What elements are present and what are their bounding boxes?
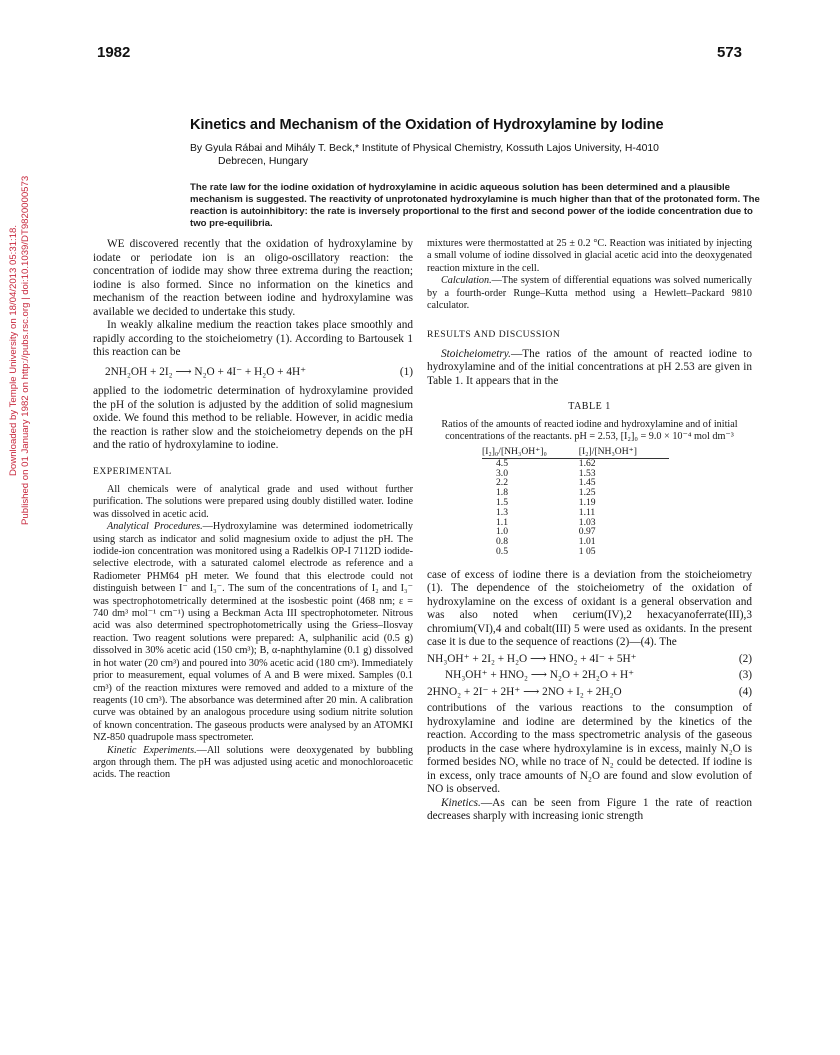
column-header: [I₂]₀/[NH₃OH⁺]₀ [482, 447, 579, 458]
body-paragraph: In weakly alkaline medium the reaction takes place smoothly and rapidly according to the stoicheiometry (1). According to Bartousek 1 this reaction can be [93, 319, 413, 358]
run-in-heading: Analytical Procedures. [107, 521, 203, 533]
equation-number: (1) [399, 365, 413, 378]
abstract: The rate law for the iodine oxidation of hydroxylamine in acidic aqueous solution has been determined and a plausible mechanism is suggested. The reactivity of unprotonated hydroxylamine is much higher than that of the protonated form. The reaction is autoinhibitory: the rate is inversely proportional to the first and second power of the iodide concentration due to two pre-equilibria. [190, 182, 760, 229]
run-in-heading: Kinetic Experiments. [107, 744, 197, 756]
kinetic-experiments-paragraph [93, 745, 413, 782]
table-cell: 2.2 [496, 477, 508, 489]
table-cell: 0.8 [496, 536, 508, 548]
body-paragraph: mixtures were thermostatted at 25 ± 0.2 °C. Reaction was initiated by injecting a small volume of iodine dissolved in glacial acetic acid into the deoxygenated reaction mixture in the cell. [427, 238, 752, 274]
body-paragraph: applied to the iodometric determination of hydroxylamine provided the pH of the solution is adjusted by the addition of solid magnesium oxide. We found this method to be reliable. However, in acidic media the reaction is rather slow and the stoicheiometry depends on the pH and the ratio of hydroxylamine to iodine. [93, 385, 413, 451]
table-header-row [482, 447, 669, 458]
affiliation-line: Debrecen, Hungary [218, 156, 309, 167]
run-in-heading: Calculation. [441, 275, 492, 287]
body-paragraph: case of excess of iodine there is a deviation from the stoicheiometry (1). The dependence of the stoicheiometry of the oxidation of hydroxylamine on the excess of oxidant is a general observation and was also noted when cerium(IV),2 hexacyanoferrate(III),3 chromium(VI),4 and cobalt(III) 5 were used as oxidants. In the present case it is due to the sequence of reactions (2)—(4). The [427, 568, 752, 649]
run-in-heading: Stoicheiometry. [441, 347, 511, 360]
table-caption: Ratios of the amounts of reacted iodine and hydroxylamine and of initial concentrations of the reactants. pH = 2.53, [I₂]₀ = 9.0 × 10⁻⁴ mol dm⁻³ [441, 418, 738, 442]
table-cell: 0.97 [578, 526, 596, 538]
analytical-procedures-paragraph [93, 521, 413, 744]
equation-text: 2HNO₂ + 2I⁻ + 2H⁺ ⟶ 2NO + I₂ + 2H₂O [427, 685, 622, 698]
right-column [427, 238, 752, 824]
section-heading-results: RESULTS AND DISCUSSION [427, 329, 561, 341]
download-watermark[interactable] [8, 70, 32, 630]
table-row [482, 547, 669, 557]
table-row [482, 527, 669, 537]
page-number: 573 [717, 44, 743, 61]
table-cell: 1.03 [578, 516, 596, 528]
download-notice: Downloaded by Temple University on 18/04/2013 05:31:18. [8, 224, 19, 476]
table-cell: 3.0 [496, 467, 508, 479]
kinetics-paragraph [427, 797, 752, 824]
publication-notice: Published on 01 January 1982 on http://pubs.rsc.org | doi:10.1039/DT9820000573 [20, 175, 31, 525]
table-cell: 1.11 [578, 506, 596, 518]
table-cell: 1.01 [578, 536, 596, 548]
table-row [482, 469, 669, 479]
table-label: TABLE 1 [568, 401, 611, 413]
intro-paragraph: WE discovered recently that the oxidation of hydroxylamine by iodate or periodate ion is an oligo-oscillatory reaction: the concentration of iodide may show three extrema during the reaction; iodine is also formed. Since no information on the kinetics and mechanism of the reaction between iodine and hydroxylamine was available we decided to undertake this study. [93, 238, 413, 318]
table-cell: 1.8 [496, 487, 508, 499]
run-in-heading: Kinetics. [441, 796, 481, 809]
table-cell: 1.0 [496, 526, 508, 538]
equation-text: NH₃OH⁺ + 2I₂ + H₂O ⟶ HNO₂ + 4I⁻ + 5H⁺ [427, 652, 637, 665]
table-cell: 1.5 [496, 496, 508, 508]
table-cell: 1.53 [578, 467, 596, 479]
table-row [482, 498, 669, 508]
data-table [482, 447, 669, 557]
table-cell: 1.62 [578, 457, 596, 469]
table-cell: 1.19 [578, 496, 596, 508]
stoicheiometry-paragraph [427, 348, 752, 389]
table-row [482, 458, 669, 468]
paragraph-text: —All solutions were deoxygenated by bubbling argon through them. The pH was adjusted using acetic and monochloroacetic acids. The reaction [93, 744, 413, 781]
table-row [482, 488, 669, 498]
table-row [482, 478, 669, 488]
table-cell: 1.3 [496, 506, 508, 518]
equation-text: 2NH₂OH + 2I₂ ⟶ N₂O + 4I⁻ + H₂O + 4H⁺ [105, 365, 307, 378]
equation-number: (4) [738, 685, 752, 698]
table-cell: 4.5 [496, 457, 508, 469]
equation-number: (2) [738, 652, 752, 665]
journal-year: 1982 [97, 44, 131, 61]
calculation-paragraph [427, 275, 752, 312]
paragraph-text: —The ratios of the amount of reacted iodine to hydroxylamine and of the initial concentrations at pH 2.53 are given in Table 1. It appears that in the [427, 347, 752, 387]
body-paragraph: All chemicals were of analytical grade and used without further purification. The solutions were prepared using doubly distilled water. Iodine was dissolved in acetic acid. [93, 484, 413, 520]
equation-2 [427, 653, 752, 667]
table-row [482, 518, 669, 528]
paragraph-text: —As can be seen from Figure 1 the rate of reaction decreases sharply with increasing ionic strength [427, 796, 752, 823]
equation-number: (3) [738, 669, 752, 682]
paragraph-text: —The system of differential equations was solved numerically by a fourth-order Runge–Kutta method using a Hewlett–Packard 9810 calculator. [427, 275, 752, 312]
table-cell: 1.25 [578, 487, 596, 499]
table-cell: 1.1 [496, 516, 508, 528]
equation-text: NH₃OH⁺ + HNO₂ ⟶ N₂O + 2H₂O + H⁺ [445, 669, 635, 682]
table-row [482, 508, 669, 518]
table-cell: 1.45 [578, 477, 596, 489]
authors-line: By Gyula Rábai and Mihály T. Beck,* Institute of Physical Chemistry, Kossuth Lajos University, H-4010 [190, 143, 659, 154]
article-title: Kinetics and Mechanism of the Oxidation of Hydroxylamine by Iodine [190, 117, 664, 133]
table-cell: 1 05 [578, 545, 596, 557]
left-column [93, 238, 413, 782]
equation-1 [105, 366, 413, 380]
table-row [482, 537, 669, 547]
column-header: [I₂]/[NH₃OH⁺] [579, 447, 669, 458]
equation-3 [427, 669, 752, 683]
table-cell: 0.5 [496, 545, 508, 557]
body-paragraph: contributions of the various reactions to the consumption of hydroxylamine and iodine are determined by the kinetics of the reaction. According to the mass spectrometric analysis of the gaseous products in the case where hydroxylamine is in excess, mainly N₂O is formed besides NO, while no trace of N₂ could be detected. If iodine is in excess, only trace amounts of N₂O are found and slow evolution of NO is observed. [427, 702, 752, 796]
paragraph-text: —Hydroxylamine was determined iodometrically using starch as indicator and solid magnesium oxide to adjust the pH. The iodide-ion concentration was monitored using a Radelkis OP-I 7112D iodide-selective electrode, with a saturated calomel electrode as reference and a Radiometer PHM64 pH meter. We found that this electrode could not distinguish between I⁻ and I₃⁻. The sum of the concentrations of I₂ and I₃⁻ was spectrophotometrically determined at the isosbestic point (468 nm; ε = 740 dm³ mol⁻¹ cm⁻¹) using a Beckman Acta III spectrophotometer. Nitrous acid was also determined spectrophotometrically using the Griess–Ilosvay reaction. Two reagent solutions were prepared: A, sulphanilic acid (0.5 g) dissolved in 30% acetic acid (150 cm³); B, α-naphthylamine (0.1 g) dissolved in hot water (20 cm³) and poured into 30% acetic acid (180 cm³). Immediately prior to measurement, equal volumes of A and B were mixed. Samples (0.1 cm³) of the reaction mixtures were removed and added to a mixture of the reagents (10 cm³). The absorbance was determined after 20 min. A calibration curve was obtained by an analogous procedure using sodium nitrite solution of known concentration. The gaseous products were analysed by an ATOMKI NZ-850 quadrupole mass spectrometer. [93, 521, 413, 744]
author-block [190, 142, 760, 168]
equation-4 [427, 686, 752, 700]
section-heading-experimental: EXPERIMENTAL [93, 465, 172, 477]
